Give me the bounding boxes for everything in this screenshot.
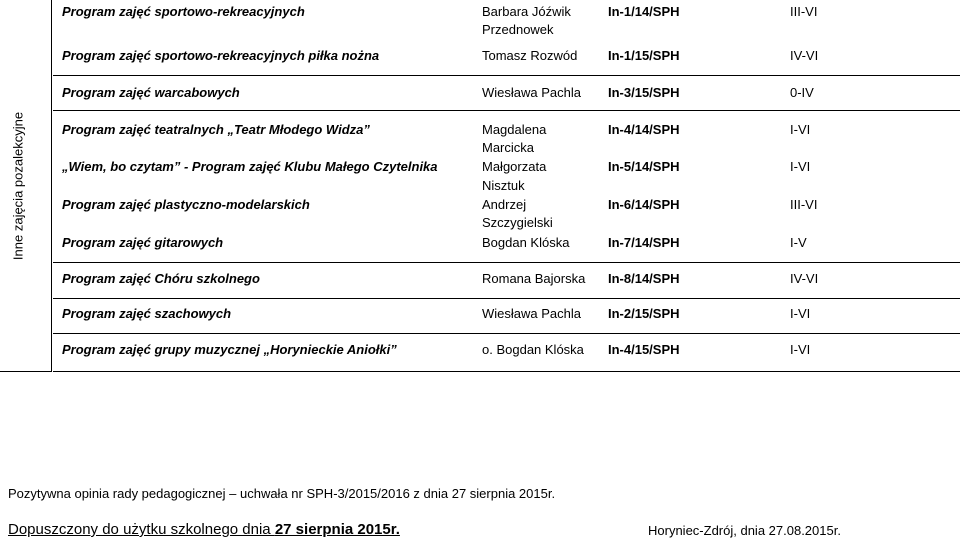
class-range: I-VI <box>790 306 811 321</box>
class-range: 0-IV <box>790 85 814 100</box>
program-name: Program zajęć sportowo-rekreacyjnych <box>62 4 305 19</box>
category-column <box>0 0 52 372</box>
class-range: III-VI <box>790 4 818 19</box>
program-name: Program zajęć warcabowych <box>62 85 240 100</box>
row-divider <box>53 298 960 299</box>
category-label: Inne zajęcia pozalekcyjne <box>10 111 26 261</box>
program-code: In-2/15/SPH <box>608 306 680 321</box>
program-code: In-5/14/SPH <box>608 159 680 174</box>
program-name: „Wiem, bo czytam” - Program zajęć Klubu Małego Czytelnika <box>62 159 438 174</box>
program-name: Program zajęć Chóru szkolnego <box>62 271 260 286</box>
class-range: I-VI <box>790 122 811 137</box>
program-code: In-1/14/SPH <box>608 4 680 19</box>
teacher-name: Małgorzata <box>482 159 547 174</box>
class-range: III-VI <box>790 197 818 212</box>
class-range: I-VI <box>790 342 811 357</box>
teacher-name: Bogdan Klóska <box>482 235 570 250</box>
place-and-date: Horyniec-Zdrój, dnia 27.08.2015r. <box>648 523 841 538</box>
program-name: Program zajęć gitarowych <box>62 235 224 250</box>
admission-statement <box>8 521 400 538</box>
program-code: In-7/14/SPH <box>608 235 680 250</box>
program-code: In-4/14/SPH <box>608 122 680 137</box>
program-code: In-6/14/SPH <box>608 197 680 212</box>
row-divider <box>53 262 960 263</box>
program-code: In-8/14/SPH <box>608 271 680 286</box>
program-code: In-1/15/SPH <box>608 48 680 63</box>
class-range: I-VI <box>790 159 811 174</box>
teacher-name: Barbara Jóźwik <box>482 4 571 19</box>
row-divider <box>53 371 960 372</box>
teacher-name: Wiesława Pachla <box>482 306 581 321</box>
class-range: I-V <box>790 235 807 250</box>
program-code: In-4/15/SPH <box>608 342 680 357</box>
teacher-name: Romana Bajorska <box>482 271 586 286</box>
teacher-name: Wiesława Pachla <box>482 85 581 100</box>
teacher-name: Magdalena <box>482 122 547 137</box>
program-name: Program zajęć teatralnych „Teatr Młodego Widza” <box>62 122 370 137</box>
admission-prefix: Dopuszczony do użytku szkolnego dnia <box>8 521 275 538</box>
program-name: Program zajęć szachowych <box>62 306 232 321</box>
row-divider <box>53 110 960 111</box>
program-name: Program zajęć plastyczno-modelarskich <box>62 197 310 212</box>
program-name: Program zajęć sportowo-rekreacyjnych piłka nożna <box>62 48 380 63</box>
council-opinion: Pozytywna opinia rady pedagogicznej – uchwała nr SPH-3/2015/2016 z dnia 27 sierpnia 2015r. <box>8 486 556 501</box>
class-range: IV-VI <box>790 271 819 286</box>
row-divider <box>53 75 960 76</box>
teacher-name: Nisztuk <box>482 178 525 193</box>
class-range: IV-VI <box>790 48 819 63</box>
program-name: Program zajęć grupy muzycznej „Horynieckie Aniołki” <box>62 342 397 357</box>
row-divider <box>53 333 960 334</box>
teacher-name: Tomasz Rozwód <box>482 48 578 63</box>
teacher-name: Andrzej <box>482 197 527 212</box>
teacher-name: o. Bogdan Klóska <box>482 342 584 357</box>
teacher-name: Szczygielski <box>482 215 553 230</box>
teacher-name: Przednowek <box>482 22 554 37</box>
teacher-name: Marcicka <box>482 140 535 155</box>
admission-date: 27 sierpnia 2015r. <box>274 521 400 538</box>
program-code: In-3/15/SPH <box>608 85 680 100</box>
